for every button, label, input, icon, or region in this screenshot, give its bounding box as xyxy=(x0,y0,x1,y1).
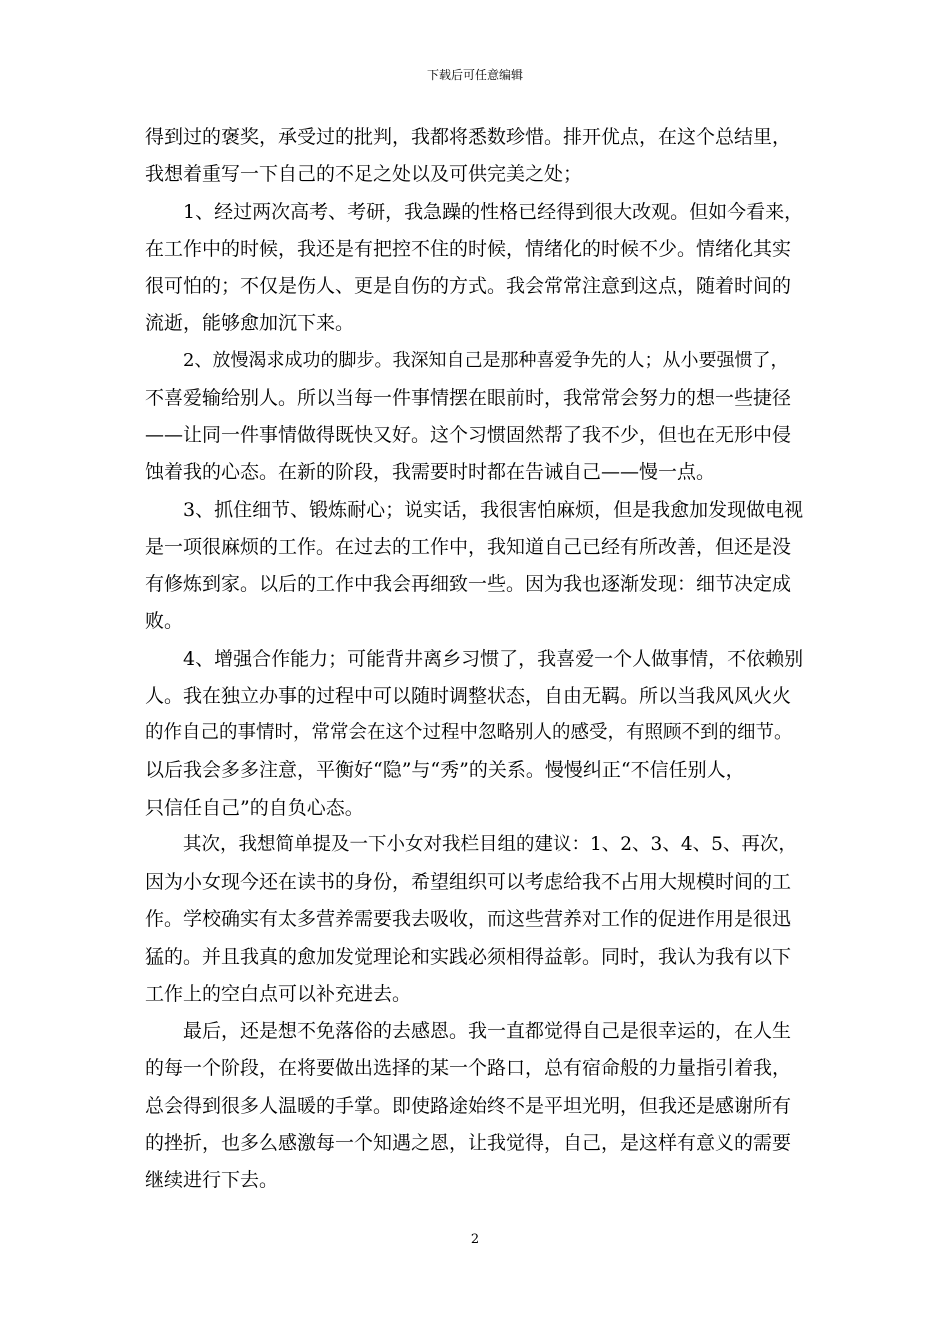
text-line: 在工作中的时候，我还是有把控不住的时候，情绪化的时候不少。情绪化其实 xyxy=(145,238,792,260)
text-line: 总会得到很多人温暖的手掌。即使路途始终不是平坦光明，但我还是感谢所有 xyxy=(145,1095,792,1117)
text-line: 以后我会多多注意，平衡好“隐”与“秀”的关系。慢慢纠正“不信任别人， xyxy=(145,759,745,781)
text-line: 工作上的空白点可以补充进去。 xyxy=(145,983,412,1005)
text-line: 是一项很麻烦的工作。在过去的工作中，我知道自己已经有所改善，但还是没 xyxy=(145,536,792,558)
text-line: 我想着重写一下自己的不足之处以及可供完美之处； xyxy=(145,163,583,185)
text-line: 2、放慢渴求成功的脚步。我深知自己是那种喜爱争先的人；从小要强惯了， xyxy=(183,350,789,371)
text-line: 不喜爱输给别人。所以当每一件事情摆在眼前时，我常常会努力的想一些捷径 xyxy=(145,387,792,409)
text-line: 继续进行下去。 xyxy=(145,1169,279,1191)
text-line: 4、增强合作能力；可能背井离乡习惯了，我喜爱一个人做事情，不依赖别 xyxy=(183,648,804,670)
text-line: 只信任自己”的自负心态。 xyxy=(145,797,364,819)
text-line: 流逝，能够愈加沉下来。 xyxy=(145,312,355,334)
text-line: 1、经过两次高考、考研，我急躁的性格已经得到很大改观。但如今看来， xyxy=(183,201,804,223)
text-line: 得到过的褒奖，承受过的批判，我都将悉数珍惜。排开优点，在这个总结里， xyxy=(145,126,792,148)
text-line: 的每一个阶段，在将要做出选择的某一个路口，总有宿命般的力量指引着我， xyxy=(145,1057,792,1079)
text-line: 蚀着我的心态。在新的阶段，我需要时时都在告诫自己——慢一点。 xyxy=(145,461,716,483)
text-line: ——让同一件事情做得既快又好。这个习惯固然帮了我不少，但也在无形中侵 xyxy=(145,424,792,446)
text-line: 很可怕的；不仅是伤人、更是自伤的方式。我会常常注意到这点，随着时间的 xyxy=(145,275,792,297)
text-line: 的挫折，也多么感激每一个知遇之恩，让我觉得，自己，是这样有意义的需要 xyxy=(145,1132,792,1154)
text-line: 人。我在独立办事的过程中可以随时调整状态，自由无羁。所以当我风风火火 xyxy=(145,685,792,707)
text-line: 的作自己的事情时，常常会在这个过程中忽略别人的感受，有照顾不到的细节。 xyxy=(145,722,793,743)
text-line: 3、抓住细节、锻炼耐心；说实话，我很害怕麻烦，但是我愈加发现做电视 xyxy=(183,499,804,521)
text-line: 其次，我想简单提及一下小女对我栏目组的建议：1、2、3、4、5、再次， xyxy=(183,834,797,855)
text-line: 猛的。并且我真的愈加发觉理论和实践必须相得益彰。同时，我认为我有以下 xyxy=(145,946,792,968)
text-line: 败。 xyxy=(145,610,184,632)
page-number: 2 xyxy=(470,1232,480,1247)
text-line: 有修炼到家。以后的工作中我会再细致一些。因为我也逐渐发现：细节决定成 xyxy=(145,573,792,595)
text-line: 因为小女现今还在读书的身份，希望组织可以考虑给我不占用大规模时间的工 xyxy=(145,871,792,893)
page-header: 下载后可任意编辑 xyxy=(426,68,523,82)
text-line: 最后，还是想不免落俗的去感恩。我一直都觉得自己是很幸运的，在人生 xyxy=(183,1020,792,1042)
text-line: 作。学校确实有太多营养需要我去吸收，而这些营养对工作的促进作用是很迅 xyxy=(145,908,792,930)
